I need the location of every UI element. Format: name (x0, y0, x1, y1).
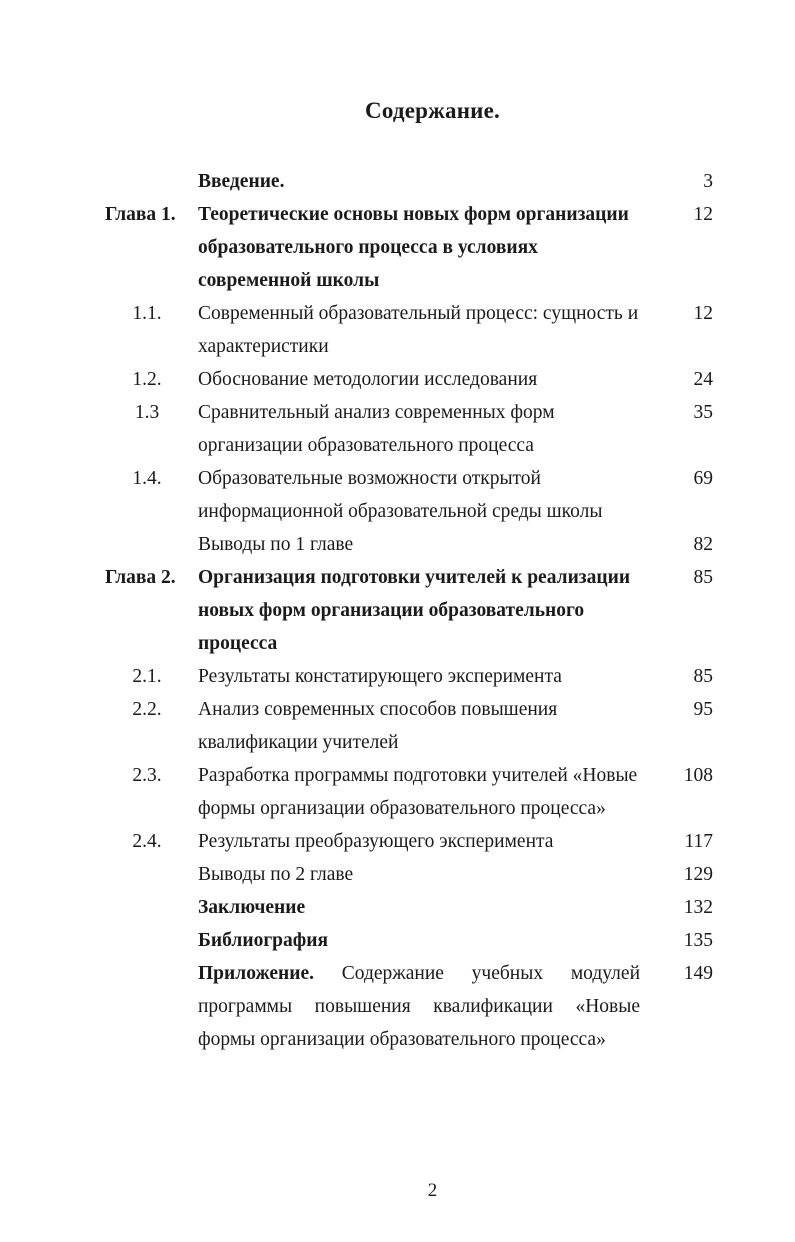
toc-entry-label: 1.4. (132, 468, 162, 489)
toc-entry-page: 95 (693, 699, 713, 720)
toc-entry-page: 82 (693, 534, 713, 555)
toc-entry-title: Выводы по 2 главе (198, 864, 354, 885)
toc-entry-title: Организация подготовки учителей к реализации новых форм организации образовательного процесса (198, 567, 631, 654)
page-title: Содержание. (365, 98, 500, 123)
toc-entry-section-1-3[interactable] (0, 396, 795, 462)
toc-entry-conclusions-chapter-2[interactable] (0, 858, 795, 891)
toc-entry-label: Глава 2. (105, 567, 176, 588)
toc-entry-page: 117 (684, 831, 713, 852)
toc-entry-conclusions-chapter-1[interactable] (0, 528, 795, 561)
toc-entry-chapter-1[interactable] (0, 198, 795, 297)
toc-entry-introduction[interactable] (0, 165, 795, 198)
toc-entry-title: Введение. (198, 171, 285, 192)
toc-entry-title: Библиография (198, 930, 329, 951)
toc-entry-bibliography[interactable] (0, 924, 795, 957)
page-number: 2 (427, 1180, 438, 1201)
toc-entry-title: Выводы по 1 главе (198, 534, 354, 555)
toc-entry-section-2-3[interactable] (0, 759, 795, 825)
toc-entry-title: Современный образовательный процесс: сущность и характеристики (198, 303, 639, 357)
toc-entry-title: Разработка программы подготовки учителей «Новые формы организации образовательного процесса» (198, 765, 638, 819)
toc-entry-label: 1.3 (134, 402, 160, 423)
toc-entry-section-1-1[interactable] (0, 297, 795, 363)
toc-entry-label: 2.2. (132, 699, 162, 720)
toc-entry-page: 149 (683, 963, 713, 984)
toc-entry-title: Заключение (198, 897, 306, 918)
table-of-contents (0, 165, 795, 1056)
toc-entry-conclusion[interactable] (0, 891, 795, 924)
toc-entry-appendix[interactable] (0, 957, 795, 1056)
toc-entry-page: 85 (693, 666, 713, 687)
toc-entry-page: 35 (693, 402, 713, 423)
toc-entry-title: Результаты констатирующего эксперимента (198, 666, 562, 687)
toc-entry-section-1-2[interactable] (0, 363, 795, 396)
toc-entry-label: 1.2. (132, 369, 162, 390)
toc-entry-page: 108 (683, 765, 713, 786)
toc-entry-page: 129 (683, 864, 713, 885)
toc-entry-page: 85 (693, 567, 713, 588)
toc-entry-label: 1.1. (132, 303, 162, 324)
toc-entry-page: 12 (693, 204, 713, 225)
toc-entry-section-2-4[interactable] (0, 825, 795, 858)
toc-entry-label: 2.3. (132, 765, 162, 786)
toc-entry-page: 24 (693, 369, 713, 390)
toc-entry-section-1-4[interactable] (0, 462, 795, 528)
appendix-label: Приложение. (198, 963, 314, 984)
toc-entry-chapter-2[interactable] (0, 561, 795, 660)
toc-entry-title: Образовательные возможности открытой информационной образовательной среды школы (198, 468, 603, 522)
toc-entry-title (198, 957, 640, 1056)
toc-entry-title: Результаты преобразующего эксперимента (198, 831, 554, 852)
toc-entry-section-2-2[interactable] (0, 693, 795, 759)
toc-entry-title: Сравнительный анализ современных форм организации образовательного процесса (198, 402, 555, 456)
toc-entry-title: Анализ современных способов повышения квалификации учителей (198, 699, 558, 753)
toc-entry-page: 135 (683, 930, 713, 951)
toc-entry-page: 3 (703, 171, 713, 192)
toc-entry-page: 12 (693, 303, 713, 324)
toc-entry-section-2-1[interactable] (0, 660, 795, 693)
toc-entry-label: 2.4. (132, 831, 162, 852)
appendix-text: Содержание учебных модулей программы повышения квалификации «Новые формы организации образовательного процесса» (198, 963, 640, 1050)
toc-entry-title: Теоретические основы новых форм организации образовательного процесса в условиях современной школы (198, 204, 629, 291)
toc-entry-label: 2.1. (132, 666, 162, 687)
toc-entry-label: Глава 1. (105, 204, 176, 225)
toc-entry-page: 132 (683, 897, 713, 918)
toc-entry-title: Обоснование методологии исследования (198, 369, 538, 390)
toc-entry-page: 69 (693, 468, 713, 489)
